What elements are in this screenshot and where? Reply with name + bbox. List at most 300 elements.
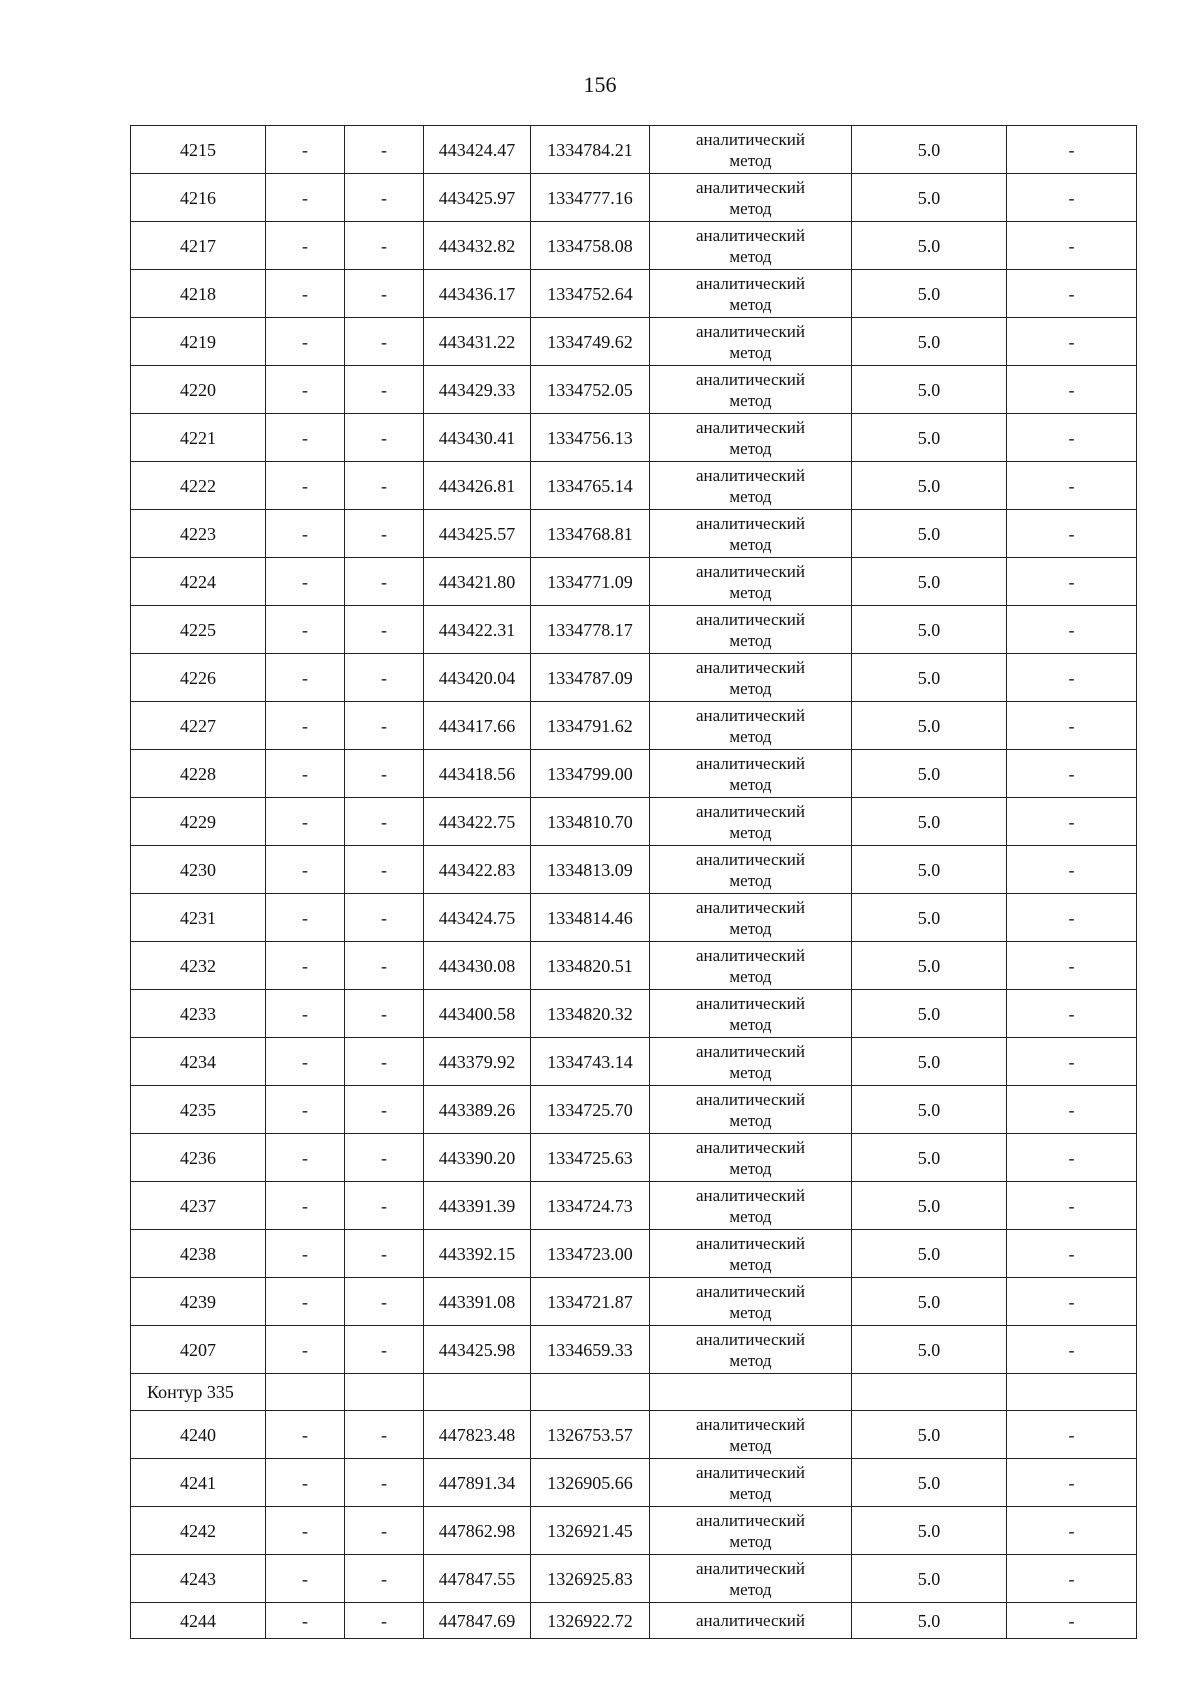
method-cell [650, 846, 852, 894]
method-cell [650, 1507, 852, 1555]
method-cell [650, 1555, 852, 1603]
point-id-cell: 4230 [131, 846, 266, 894]
accuracy-cell: 5.0 [852, 1230, 1007, 1278]
column-3-cell: - [345, 1555, 424, 1603]
column-3-cell: - [345, 1038, 424, 1086]
column-2-cell: - [266, 222, 345, 270]
method-line-2: метод [729, 294, 772, 314]
method-cell [650, 1603, 852, 1639]
point-id-cell: 4224 [131, 558, 266, 606]
column-8-cell: - [1007, 654, 1137, 702]
column-8-cell: - [1007, 990, 1137, 1038]
column-3-cell: - [345, 126, 424, 174]
empty-cell [266, 1374, 345, 1411]
method-line-1: аналитический [696, 1041, 805, 1061]
accuracy-cell: 5.0 [852, 1507, 1007, 1555]
x-coordinate-cell: 447862.98 [424, 1507, 531, 1555]
column-2-cell: - [266, 750, 345, 798]
column-8-cell: - [1007, 1326, 1137, 1374]
method-cell [650, 990, 852, 1038]
method-cell [650, 1459, 852, 1507]
column-3-cell: - [345, 702, 424, 750]
method-line-1: аналитический [696, 1137, 805, 1157]
accuracy-cell: 5.0 [852, 702, 1007, 750]
x-coordinate-cell: 443425.98 [424, 1326, 531, 1374]
table-row [131, 126, 1137, 174]
accuracy-cell: 5.0 [852, 654, 1007, 702]
method-line-2: метод [729, 966, 772, 986]
x-coordinate-cell: 443400.58 [424, 990, 531, 1038]
column-2-cell: - [266, 1086, 345, 1134]
column-8-cell: - [1007, 318, 1137, 366]
table-row [131, 1134, 1137, 1182]
method-cell [650, 174, 852, 222]
point-id-cell: 4243 [131, 1555, 266, 1603]
point-id-cell: 4226 [131, 654, 266, 702]
method-line-2: метод [729, 1206, 772, 1226]
column-2-cell: - [266, 558, 345, 606]
column-2-cell: - [266, 1459, 345, 1507]
empty-cell [345, 1374, 424, 1411]
x-coordinate-cell: 443430.08 [424, 942, 531, 990]
x-coordinate-cell: 447847.55 [424, 1555, 531, 1603]
accuracy-cell: 5.0 [852, 222, 1007, 270]
table-row [131, 1507, 1137, 1555]
point-id-cell: 4218 [131, 270, 266, 318]
x-coordinate-cell: 443426.81 [424, 462, 531, 510]
accuracy-cell: 5.0 [852, 990, 1007, 1038]
method-line-2: метод [729, 1062, 772, 1082]
y-coordinate-cell: 1334814.46 [531, 894, 650, 942]
method-line-1: аналитический [696, 1185, 805, 1205]
y-coordinate-cell: 1334768.81 [531, 510, 650, 558]
y-coordinate-cell: 1326921.45 [531, 1507, 650, 1555]
method-line-1: аналитический [696, 1089, 805, 1109]
column-3-cell: - [345, 1459, 424, 1507]
table-row [131, 222, 1137, 270]
method-cell [650, 1326, 852, 1374]
method-line-1: аналитический [696, 273, 805, 293]
method-cell [650, 1230, 852, 1278]
x-coordinate-cell: 447891.34 [424, 1459, 531, 1507]
method-cell [650, 1182, 852, 1230]
y-coordinate-cell: 1326922.72 [531, 1603, 650, 1639]
method-cell [650, 798, 852, 846]
method-cell [650, 270, 852, 318]
y-coordinate-cell: 1334810.70 [531, 798, 650, 846]
empty-cell [852, 1374, 1007, 1411]
method-line-1: аналитический [696, 1414, 805, 1434]
column-3-cell: - [345, 1411, 424, 1459]
table-row [131, 1326, 1137, 1374]
method-line-2: метод [729, 150, 772, 170]
column-2-cell: - [266, 654, 345, 702]
method-cell [650, 1278, 852, 1326]
accuracy-cell: 5.0 [852, 1411, 1007, 1459]
point-id-cell: 4234 [131, 1038, 266, 1086]
method-cell [650, 942, 852, 990]
column-3-cell: - [345, 750, 424, 798]
y-coordinate-cell: 1334791.62 [531, 702, 650, 750]
method-line-1: аналитический [696, 177, 805, 197]
method-cell [650, 510, 852, 558]
column-2-cell: - [266, 942, 345, 990]
method-line-1: аналитический [696, 897, 805, 917]
point-id-cell: 4241 [131, 1459, 266, 1507]
point-id-cell: 4216 [131, 174, 266, 222]
point-id-cell: 4219 [131, 318, 266, 366]
column-3-cell: - [345, 1134, 424, 1182]
method-line-2: метод [729, 1531, 772, 1551]
accuracy-cell: 5.0 [852, 1555, 1007, 1603]
point-id-cell: 4233 [131, 990, 266, 1038]
column-2-cell: - [266, 1507, 345, 1555]
column-3-cell: - [345, 414, 424, 462]
table-row [131, 1086, 1137, 1134]
accuracy-cell: 5.0 [852, 462, 1007, 510]
column-3-cell: - [345, 558, 424, 606]
column-3-cell: - [345, 846, 424, 894]
accuracy-cell: 5.0 [852, 798, 1007, 846]
method-cell [650, 1134, 852, 1182]
table-row [131, 1459, 1137, 1507]
point-id-cell: 4232 [131, 942, 266, 990]
column-8-cell: - [1007, 798, 1137, 846]
point-id-cell: 4229 [131, 798, 266, 846]
column-2-cell: - [266, 606, 345, 654]
method-line-2: метод [729, 486, 772, 506]
x-coordinate-cell: 443425.57 [424, 510, 531, 558]
method-cell [650, 126, 852, 174]
column-2-cell: - [266, 990, 345, 1038]
x-coordinate-cell: 443424.75 [424, 894, 531, 942]
column-2-cell: - [266, 1182, 345, 1230]
empty-cell [531, 1374, 650, 1411]
method-line-1: аналитический [696, 993, 805, 1013]
method-cell [650, 222, 852, 270]
x-coordinate-cell: 443430.41 [424, 414, 531, 462]
column-2-cell: - [266, 1411, 345, 1459]
accuracy-cell: 5.0 [852, 942, 1007, 990]
method-line-2: метод [729, 534, 772, 554]
table-row [131, 318, 1137, 366]
x-coordinate-cell: 443424.47 [424, 126, 531, 174]
table-row [131, 270, 1137, 318]
method-line-2: метод [729, 198, 772, 218]
column-3-cell: - [345, 1230, 424, 1278]
accuracy-cell: 5.0 [852, 1182, 1007, 1230]
table-row [131, 1230, 1137, 1278]
table-row [131, 798, 1137, 846]
table-row [131, 510, 1137, 558]
column-8-cell: - [1007, 1603, 1137, 1639]
method-line-1: аналитический [696, 465, 805, 485]
method-line-1: аналитический [696, 1462, 805, 1482]
table-row [131, 174, 1137, 222]
column-8-cell: - [1007, 1038, 1137, 1086]
column-8-cell: - [1007, 126, 1137, 174]
x-coordinate-cell: 443391.39 [424, 1182, 531, 1230]
column-2-cell: - [266, 1134, 345, 1182]
accuracy-cell: 5.0 [852, 1459, 1007, 1507]
table-row [131, 990, 1137, 1038]
column-8-cell: - [1007, 366, 1137, 414]
column-2-cell: - [266, 1230, 345, 1278]
method-line-2: метод [729, 582, 772, 602]
method-line-2: метод [729, 1350, 772, 1370]
point-id-cell: 4220 [131, 366, 266, 414]
point-id-cell: 4225 [131, 606, 266, 654]
column-8-cell: - [1007, 1278, 1137, 1326]
column-3-cell: - [345, 1086, 424, 1134]
y-coordinate-cell: 1334743.14 [531, 1038, 650, 1086]
method-line-1: аналитический [696, 1558, 805, 1578]
column-2-cell: - [266, 798, 345, 846]
column-3-cell: - [345, 222, 424, 270]
method-line-1: аналитический [696, 1611, 805, 1630]
column-2-cell: - [266, 462, 345, 510]
method-line-2: метод [729, 918, 772, 938]
y-coordinate-cell: 1334820.32 [531, 990, 650, 1038]
method-line-1: аналитический [696, 321, 805, 341]
column-2-cell: - [266, 1278, 345, 1326]
column-3-cell: - [345, 270, 424, 318]
method-line-2: метод [729, 774, 772, 794]
method-cell [650, 1038, 852, 1086]
point-id-cell: 4237 [131, 1182, 266, 1230]
method-line-2: метод [729, 390, 772, 410]
column-3-cell: - [345, 1182, 424, 1230]
y-coordinate-cell: 1334752.64 [531, 270, 650, 318]
point-id-cell: 4227 [131, 702, 266, 750]
point-id-cell: 4244 [131, 1603, 266, 1639]
page-number: 156 [583, 72, 617, 97]
column-8-cell: - [1007, 1555, 1137, 1603]
x-coordinate-cell: 443391.08 [424, 1278, 531, 1326]
method-cell [650, 558, 852, 606]
point-id-cell: 4231 [131, 894, 266, 942]
x-coordinate-cell: 443392.15 [424, 1230, 531, 1278]
method-line-2: метод [729, 1110, 772, 1130]
method-line-2: метод [729, 1435, 772, 1455]
table-row [131, 654, 1137, 702]
column-3-cell: - [345, 462, 424, 510]
column-2-cell: - [266, 1603, 345, 1639]
method-line-2: метод [729, 1302, 772, 1322]
column-8-cell: - [1007, 942, 1137, 990]
column-8-cell: - [1007, 1459, 1137, 1507]
method-line-1: аналитический [696, 1233, 805, 1253]
method-line-1: аналитический [696, 1281, 805, 1301]
y-coordinate-cell: 1334724.73 [531, 1182, 650, 1230]
method-cell [650, 1086, 852, 1134]
point-id-cell: 4207 [131, 1326, 266, 1374]
y-coordinate-cell: 1334752.05 [531, 366, 650, 414]
method-line-2: метод [729, 1579, 772, 1599]
x-coordinate-cell: 443421.80 [424, 558, 531, 606]
column-2-cell: - [266, 1326, 345, 1374]
table-row [131, 414, 1137, 462]
table-row [131, 1603, 1137, 1639]
point-id-cell: 4235 [131, 1086, 266, 1134]
column-2-cell: - [266, 1555, 345, 1603]
column-2-cell: - [266, 174, 345, 222]
x-coordinate-cell: 443436.17 [424, 270, 531, 318]
column-8-cell: - [1007, 846, 1137, 894]
y-coordinate-cell: 1334820.51 [531, 942, 650, 990]
point-id-cell: 4223 [131, 510, 266, 558]
x-coordinate-cell: 443418.56 [424, 750, 531, 798]
column-8-cell: - [1007, 174, 1137, 222]
column-8-cell: - [1007, 1507, 1137, 1555]
y-coordinate-cell: 1334813.09 [531, 846, 650, 894]
column-8-cell: - [1007, 270, 1137, 318]
method-line-1: аналитический [696, 801, 805, 821]
y-coordinate-cell: 1334777.16 [531, 174, 650, 222]
column-8-cell: - [1007, 750, 1137, 798]
section-row [131, 1374, 1137, 1411]
method-line-1: аналитический [696, 657, 805, 677]
accuracy-cell: 5.0 [852, 846, 1007, 894]
y-coordinate-cell: 1334721.87 [531, 1278, 650, 1326]
method-line-1: аналитический [696, 561, 805, 581]
column-3-cell: - [345, 990, 424, 1038]
column-8-cell: - [1007, 894, 1137, 942]
column-3-cell: - [345, 798, 424, 846]
column-3-cell: - [345, 1326, 424, 1374]
column-3-cell: - [345, 606, 424, 654]
column-8-cell: - [1007, 222, 1137, 270]
y-coordinate-cell: 1326753.57 [531, 1411, 650, 1459]
table-row [131, 846, 1137, 894]
method-line-2: метод [729, 678, 772, 698]
x-coordinate-cell: 443390.20 [424, 1134, 531, 1182]
method-cell [650, 1411, 852, 1459]
column-2-cell: - [266, 270, 345, 318]
column-8-cell: - [1007, 1086, 1137, 1134]
x-coordinate-cell: 443432.82 [424, 222, 531, 270]
y-coordinate-cell: 1334784.21 [531, 126, 650, 174]
column-2-cell: - [266, 414, 345, 462]
column-3-cell: - [345, 1278, 424, 1326]
x-coordinate-cell: 443429.33 [424, 366, 531, 414]
point-id-cell: 4242 [131, 1507, 266, 1555]
column-8-cell: - [1007, 702, 1137, 750]
accuracy-cell: 5.0 [852, 366, 1007, 414]
point-id-cell: 4221 [131, 414, 266, 462]
accuracy-cell: 5.0 [852, 558, 1007, 606]
accuracy-cell: 5.0 [852, 894, 1007, 942]
method-line-1: аналитический [696, 609, 805, 629]
method-line-1: аналитический [696, 417, 805, 437]
method-line-1: аналитический [696, 945, 805, 965]
method-line-2: метод [729, 1014, 772, 1034]
table-row [131, 894, 1137, 942]
point-id-cell: 4215 [131, 126, 266, 174]
table-row [131, 1411, 1137, 1459]
method-line-2: метод [729, 1483, 772, 1503]
method-line-1: аналитический [696, 513, 805, 533]
accuracy-cell: 5.0 [852, 1038, 1007, 1086]
point-id-cell: 4236 [131, 1134, 266, 1182]
y-coordinate-cell: 1334725.70 [531, 1086, 650, 1134]
column-2-cell: - [266, 126, 345, 174]
accuracy-cell: 5.0 [852, 1278, 1007, 1326]
column-2-cell: - [266, 702, 345, 750]
method-cell [650, 702, 852, 750]
accuracy-cell: 5.0 [852, 606, 1007, 654]
table-row [131, 462, 1137, 510]
column-8-cell: - [1007, 510, 1137, 558]
column-2-cell: - [266, 510, 345, 558]
x-coordinate-cell: 443425.97 [424, 174, 531, 222]
y-coordinate-cell: 1334758.08 [531, 222, 650, 270]
accuracy-cell: 5.0 [852, 270, 1007, 318]
column-8-cell: - [1007, 1411, 1137, 1459]
method-cell [650, 750, 852, 798]
method-line-1: аналитический [696, 849, 805, 869]
method-line-1: аналитический [696, 369, 805, 389]
x-coordinate-cell: 443420.04 [424, 654, 531, 702]
accuracy-cell: 5.0 [852, 1086, 1007, 1134]
column-8-cell: - [1007, 606, 1137, 654]
column-2-cell: - [266, 318, 345, 366]
column-8-cell: - [1007, 1134, 1137, 1182]
table-row [131, 702, 1137, 750]
y-coordinate-cell: 1334723.00 [531, 1230, 650, 1278]
method-line-1: аналитический [696, 705, 805, 725]
empty-cell [1007, 1374, 1137, 1411]
column-2-cell: - [266, 1038, 345, 1086]
column-3-cell: - [345, 1603, 424, 1639]
column-3-cell: - [345, 1507, 424, 1555]
table-row [131, 1038, 1137, 1086]
coordinates-table-body [131, 126, 1137, 1639]
column-3-cell: - [345, 894, 424, 942]
table-row [131, 606, 1137, 654]
accuracy-cell: 5.0 [852, 318, 1007, 366]
y-coordinate-cell: 1334787.09 [531, 654, 650, 702]
method-cell [650, 462, 852, 510]
column-2-cell: - [266, 366, 345, 414]
y-coordinate-cell: 1334765.14 [531, 462, 650, 510]
method-line-2: метод [729, 1158, 772, 1178]
accuracy-cell: 5.0 [852, 174, 1007, 222]
column-8-cell: - [1007, 414, 1137, 462]
method-cell [650, 606, 852, 654]
y-coordinate-cell: 1334659.33 [531, 1326, 650, 1374]
empty-cell [650, 1374, 852, 1411]
point-id-cell: 4222 [131, 462, 266, 510]
accuracy-cell: 5.0 [852, 414, 1007, 462]
accuracy-cell: 5.0 [852, 1603, 1007, 1639]
y-coordinate-cell: 1334756.13 [531, 414, 650, 462]
point-id-cell: 4240 [131, 1411, 266, 1459]
table-row [131, 558, 1137, 606]
table-row [131, 942, 1137, 990]
method-line-1: аналитический [696, 129, 805, 149]
x-coordinate-cell: 443422.75 [424, 798, 531, 846]
method-line-2: метод [729, 822, 772, 842]
y-coordinate-cell: 1334771.09 [531, 558, 650, 606]
empty-cell [424, 1374, 531, 1411]
y-coordinate-cell: 1334799.00 [531, 750, 650, 798]
method-line-1: аналитический [696, 753, 805, 773]
method-line-1: аналитический [696, 1510, 805, 1530]
column-3-cell: - [345, 942, 424, 990]
section-label: Контур 335 [131, 1374, 266, 1411]
column-2-cell: - [266, 846, 345, 894]
